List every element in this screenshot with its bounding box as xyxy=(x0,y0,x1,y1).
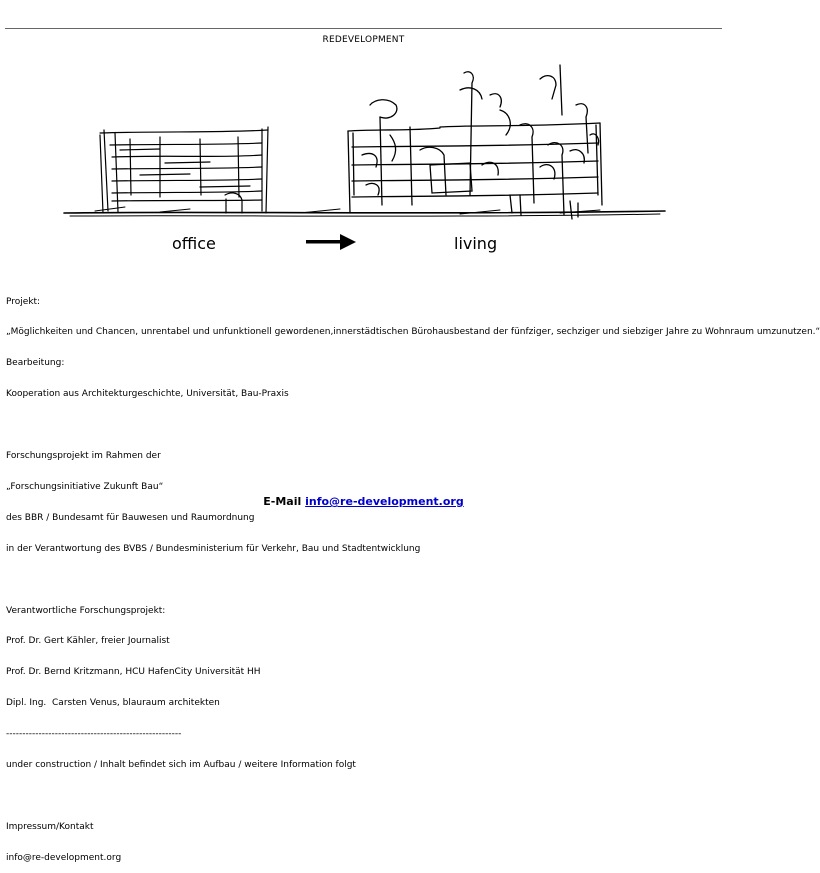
sketch-illustration xyxy=(0,55,727,260)
text-line: Bearbeitung: xyxy=(6,358,65,369)
text-line: des BBR / Bundesamt für Bauwesen und Raumordnung xyxy=(6,512,255,523)
text-line: in der Verantwortung des BVBS / Bundesministerium für Verkehr, Bau und Stadtentwicklung xyxy=(6,543,421,554)
text-line: Prof. Dr. Gert Kähler, freier Journalist xyxy=(6,636,170,647)
text-line: under construction / Inhalt befindet sich im Aufbau / weitere Information folgt xyxy=(6,759,356,770)
project-description xyxy=(6,276,820,873)
text-line: Forschungsprojekt im Rahmen der xyxy=(6,451,161,462)
email-footer xyxy=(0,495,727,508)
text-line: Impressum/Kontakt xyxy=(6,821,94,832)
text-line: Dipl. Ing. Carsten Venus, blauraum architekten xyxy=(6,698,220,709)
email-label: E-Mail xyxy=(263,495,302,508)
text-line xyxy=(6,420,724,430)
text-line: info@re-development.org xyxy=(6,852,122,863)
text-line: Projekt: xyxy=(6,296,41,307)
top-divider xyxy=(5,28,722,29)
text-line xyxy=(6,791,724,801)
text-line xyxy=(6,575,724,585)
text-line: Verantwortliche Forschungsprojekt: xyxy=(6,605,166,616)
text-line: „Möglichkeiten und Chancen, unrentabel und unfunktionell gewordenen,innerstädtischen Bürohausbestand der fünfziger, sechziger und siebziger Jahre zu Wohnraum umzunutzen.“ xyxy=(6,327,820,338)
office-building-sketch xyxy=(100,127,268,213)
page-title: REDEVELOPMENT xyxy=(322,35,405,45)
office-label: office xyxy=(172,234,216,253)
living-building-sketch xyxy=(348,65,602,219)
arrow-right-icon xyxy=(306,234,356,250)
text-line: Prof. Dr. Bernd Kritzmann, HCU HafenCity Universität HH xyxy=(6,667,261,678)
ground-line xyxy=(64,207,665,216)
email-link[interactable]: info@re-development.org xyxy=(305,495,464,508)
text-line: Kooperation aus Architekturgeschichte, Universität, Bau-Praxis xyxy=(6,389,289,400)
living-label: living xyxy=(454,234,498,253)
text-line: ------------------------------------------------------ xyxy=(6,729,182,740)
text-line: „Forschungsinitiative Zukunft Bau“ xyxy=(6,481,164,492)
